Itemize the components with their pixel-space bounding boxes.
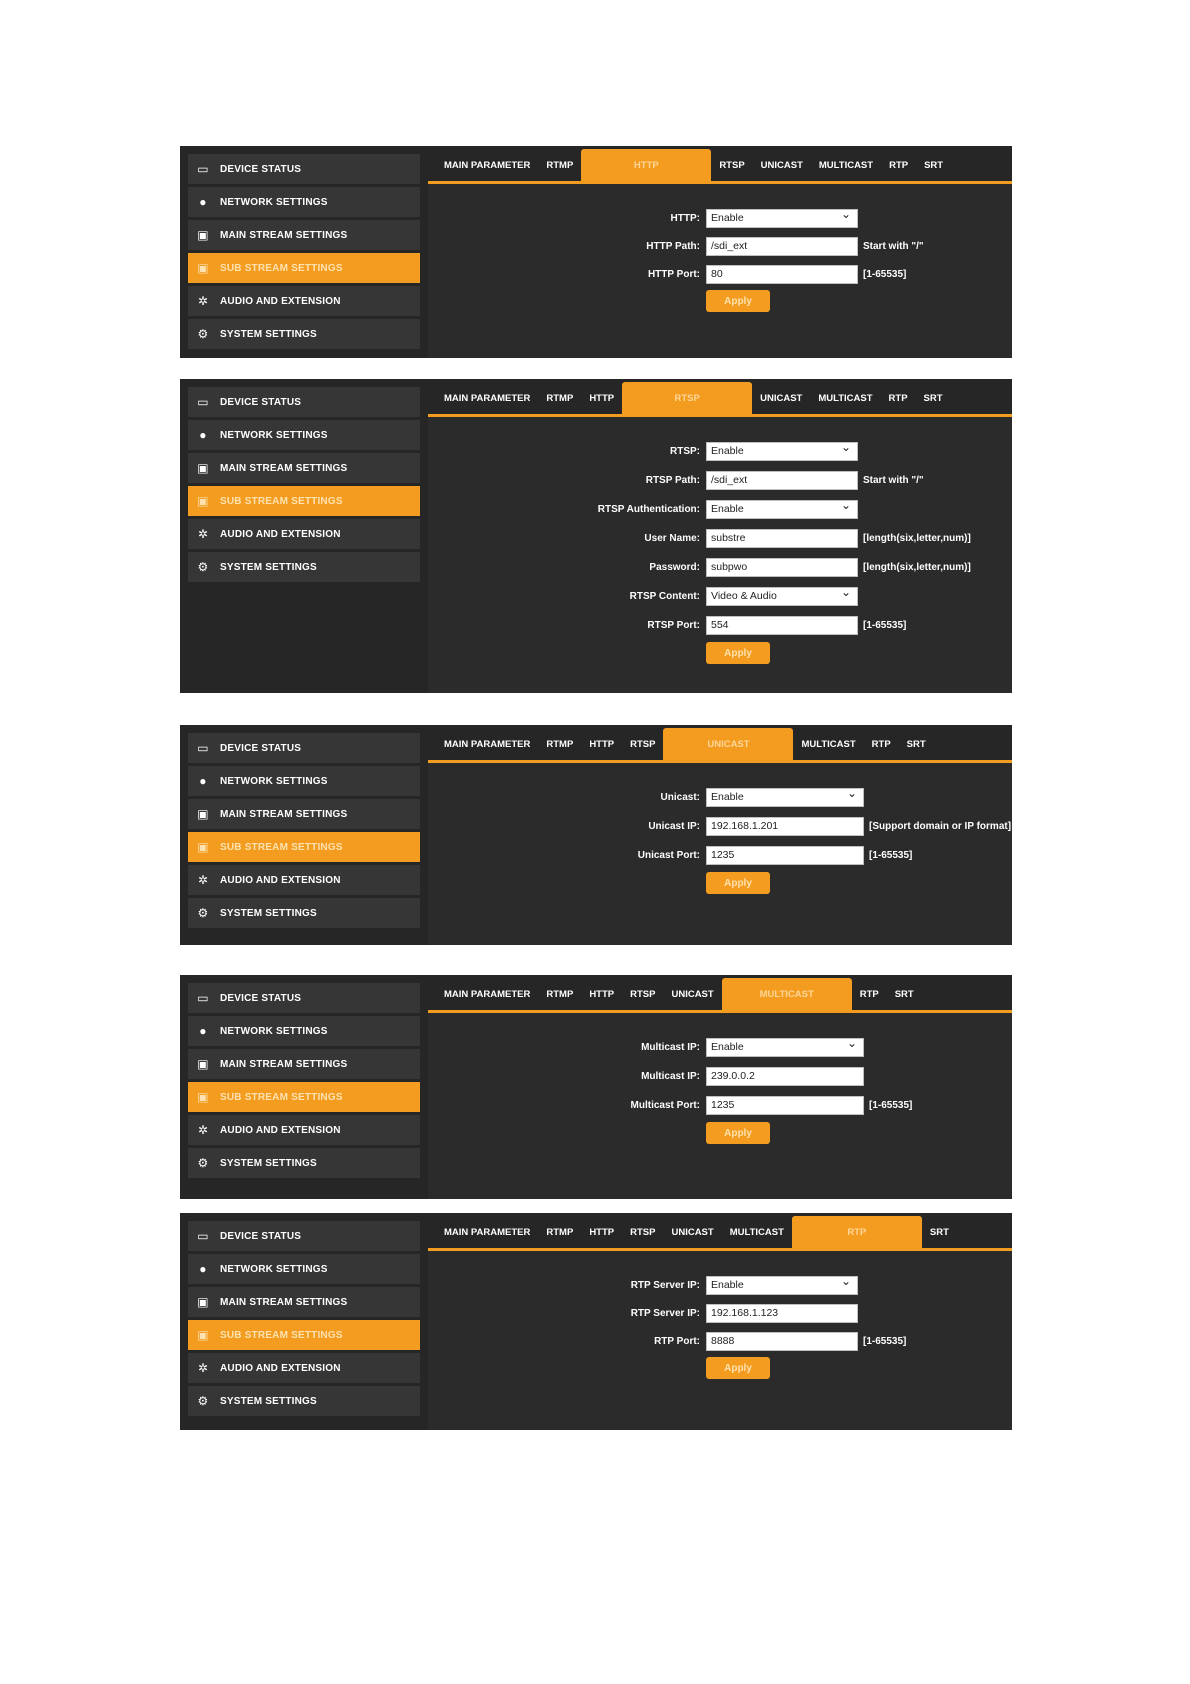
audio-gear-icon: ✲ [197,294,209,308]
form-row [428,236,1012,256]
image-icon: ▣ [197,1057,209,1071]
form-row [428,264,1012,284]
form-row [428,441,1012,461]
select-field[interactable]: Enable ⌄ [706,788,864,807]
field-label: RTP Server IP: [630,1279,700,1291]
globe-icon: ● [199,774,207,788]
field-hint: [1-65535] [863,268,907,280]
field-label: RTSP Authentication: [597,503,700,515]
tab-unicast[interactable]: UNICAST [671,988,714,1000]
field-label: HTTP Port: [647,268,700,280]
sidebar-item-audio-and-extension[interactable] [188,519,420,549]
sidebar-item-label: AUDIO AND EXTENSION [220,1362,341,1374]
audio-gear-icon: ✲ [197,1123,209,1137]
sidebar-item-label: SUB STREAM SETTINGS [220,262,343,274]
sidebar-item-system-settings[interactable] [188,1148,420,1178]
sidebar-item-label: DEVICE STATUS [220,992,302,1004]
sidebar [180,725,420,945]
field-label: Multicast IP: [641,1070,700,1082]
sidebar-item-label: MAIN STREAM SETTINGS [220,1058,348,1070]
sidebar-item-label: SYSTEM SETTINGS [220,328,317,340]
sidebar-item-label: AUDIO AND EXTENSION [220,295,341,307]
sidebar-item-label: SUB STREAM SETTINGS [220,1329,343,1341]
tab-main-parameter[interactable]: MAIN PARAMETER [444,1226,531,1238]
tab-rtsp[interactable]: RTSP [719,159,745,171]
tab-rtsp[interactable]: RTSP [622,382,752,414]
form-row [428,1303,1012,1323]
globe-icon: ● [199,428,207,442]
tab-srt[interactable]: SRT [924,159,944,171]
sidebar-item-sub-stream-settings[interactable] [188,832,420,862]
sidebar-item-main-stream-settings[interactable] [188,1287,420,1317]
text-field[interactable]: /sdi_ext [706,471,858,490]
sidebar-item-network-settings[interactable] [188,1016,420,1046]
monitor-icon: ▭ [197,991,209,1005]
field-label: Unicast: [660,791,700,803]
field-label: HTTP Path: [646,240,700,252]
field-label: HTTP: [670,212,700,224]
sidebar-item-network-settings[interactable] [188,420,420,450]
monitor-icon: ▭ [197,741,209,755]
tab-unicast[interactable]: UNICAST [760,159,803,171]
monitor-icon: ▭ [197,395,209,409]
field-hint: Start with "/" [863,240,924,252]
globe-icon: ● [199,195,207,209]
sidebar-item-main-stream-settings[interactable] [188,1049,420,1079]
form-row [428,1331,1012,1351]
select-field[interactable]: Enable ⌄ [706,1276,858,1295]
tab-rtp[interactable]: RTP [792,1216,922,1248]
settings-main [428,975,1012,1199]
apply-button[interactable]: Apply [706,1122,770,1144]
field-hint: [Support domain or IP format] [869,820,1012,832]
sidebar-item-label: MAIN STREAM SETTINGS [220,1296,348,1308]
tab-rtp[interactable]: RTP [859,988,879,1000]
sidebar-item-main-stream-settings[interactable] [188,799,420,829]
sidebar-item-label: NETWORK SETTINGS [220,775,328,787]
image-icon: ▣ [197,840,209,854]
text-field[interactable]: 1235 [706,1096,864,1115]
gear-icon: ⚙ [197,327,209,341]
gear-icon: ⚙ [197,1394,209,1408]
sidebar-item-label: SYSTEM SETTINGS [220,1157,317,1169]
sidebar-item-network-settings[interactable] [188,1254,420,1284]
tab-unicast[interactable]: UNICAST [760,392,803,404]
gear-icon: ⚙ [197,906,209,920]
form-row [428,470,1012,490]
image-icon: ▣ [197,1328,209,1342]
sidebar-item-system-settings[interactable] [188,319,420,349]
tab-multicast[interactable]: MULTICAST [729,1226,784,1238]
form-row [428,528,1012,548]
settings-main [428,725,1012,945]
tab-multicast[interactable]: MULTICAST [818,392,873,404]
text-field[interactable]: 192.168.1.201 [706,817,864,836]
gear-icon: ⚙ [197,560,209,574]
sidebar-item-main-stream-settings[interactable] [188,220,420,250]
tab-http[interactable]: HTTP [589,1226,615,1238]
field-label: RTP Server IP: [630,1307,700,1319]
form-row [428,499,1012,519]
settings-panel [180,975,1012,1199]
sidebar-item-label: SYSTEM SETTINGS [220,907,317,919]
text-field[interactable]: /sdi_ext [706,237,858,256]
form-row [428,615,1012,635]
sidebar-item-label: SYSTEM SETTINGS [220,561,317,573]
sidebar-item-audio-and-extension[interactable] [188,865,420,895]
text-field[interactable]: 239.0.0.2 [706,1067,864,1086]
tab-main-parameter[interactable]: MAIN PARAMETER [444,988,531,1000]
tab-rtmp[interactable]: RTMP [546,738,574,750]
monitor-icon: ▭ [197,162,209,176]
tab-main-parameter[interactable]: MAIN PARAMETER [444,159,531,171]
tab-unicast[interactable]: UNICAST [671,1226,714,1238]
tab-bar [428,725,1012,763]
sidebar-item-system-settings[interactable] [188,898,420,928]
tab-bar [428,1213,1012,1251]
field-label: User Name: [644,532,700,544]
tab-rtp[interactable]: RTP [888,392,908,404]
sidebar-item-label: DEVICE STATUS [220,163,302,175]
sidebar-item-audio-and-extension[interactable] [188,286,420,316]
field-hint: [1-65535] [869,849,913,861]
form-row [428,1095,1012,1115]
text-field[interactable]: substre [706,529,858,548]
sidebar-item-label: NETWORK SETTINGS [220,1263,328,1275]
text-field[interactable]: 80 [706,265,858,284]
tab-rtmp[interactable]: RTMP [546,988,574,1000]
form-row [428,816,1012,836]
field-label: Multicast Port: [630,1099,700,1111]
sidebar-item-label: MAIN STREAM SETTINGS [220,229,348,241]
monitor-icon: ▭ [197,1229,209,1243]
field-hint: [length(six,letter,num)] [863,561,971,573]
field-hint: [1-65535] [869,1099,913,1111]
tab-rtmp[interactable]: RTMP [546,159,574,171]
globe-icon: ● [199,1262,207,1276]
image-icon: ▣ [197,461,209,475]
tab-unicast[interactable]: UNICAST [663,728,793,760]
select-field[interactable]: Enable ⌄ [706,500,858,519]
tab-multicast[interactable]: MULTICAST [818,159,874,171]
settings-panel [180,1213,1012,1430]
tab-rtp[interactable]: RTP [871,738,891,750]
settings-panel [180,146,1012,358]
image-icon: ▣ [197,228,209,242]
apply-button[interactable]: Apply [706,872,770,894]
sidebar-item-sub-stream-settings[interactable] [188,486,420,516]
sidebar-item-label: MAIN STREAM SETTINGS [220,808,348,820]
field-label: Multicast IP: [641,1041,700,1053]
tab-rtsp[interactable]: RTSP [630,738,656,750]
sidebar-item-label: AUDIO AND EXTENSION [220,1124,341,1136]
sidebar-item-device-status[interactable] [188,387,420,417]
tab-rtsp[interactable]: RTSP [630,1226,656,1238]
sidebar-item-device-status[interactable] [188,1221,420,1251]
settings-main [428,1213,1012,1430]
field-label: Unicast Port: [637,849,700,861]
tab-http[interactable]: HTTP [589,738,615,750]
gear-icon: ⚙ [197,1156,209,1170]
form-row [428,208,1012,228]
sidebar [180,379,420,693]
form-row [428,557,1012,577]
tab-rtsp[interactable]: RTSP [630,988,656,1000]
field-hint: [1-65535] [863,1335,907,1347]
sidebar-item-device-status[interactable] [188,733,420,763]
tab-rtmp[interactable]: RTMP [546,1226,574,1238]
tab-rtmp[interactable]: RTMP [546,392,574,404]
select-field[interactable]: Enable ⌄ [706,209,858,228]
text-field[interactable]: 8888 [706,1332,858,1351]
audio-gear-icon: ✲ [197,873,209,887]
sidebar-item-label: DEVICE STATUS [220,1230,302,1242]
sidebar-item-label: SUB STREAM SETTINGS [220,495,343,507]
sidebar-item-sub-stream-settings[interactable] [188,253,420,283]
field-label: RTSP Path: [645,474,700,486]
sidebar-item-main-stream-settings[interactable] [188,453,420,483]
image-icon: ▣ [197,807,209,821]
sidebar-item-network-settings[interactable] [188,187,420,217]
form-row [428,1037,1012,1057]
sidebar-item-system-settings[interactable] [188,1386,420,1416]
sidebar [180,146,420,358]
settings-panel [180,379,1012,693]
sidebar-item-device-status[interactable] [188,154,420,184]
field-label: RTSP: [670,445,700,457]
text-field[interactable]: 554 [706,616,858,635]
sidebar-item-label: MAIN STREAM SETTINGS [220,462,348,474]
tab-srt[interactable]: SRT [906,738,926,750]
apply-button[interactable]: Apply [706,642,770,664]
tab-multicast[interactable]: MULTICAST [801,738,856,750]
sidebar [180,1213,420,1430]
tab-srt[interactable]: SRT [929,1226,949,1238]
audio-gear-icon: ✲ [197,527,209,541]
sidebar-item-label: SUB STREAM SETTINGS [220,841,343,853]
sidebar-item-label: DEVICE STATUS [220,396,302,408]
select-field[interactable]: Enable ⌄ [706,1038,864,1057]
form-row [428,1275,1012,1295]
settings-panel [180,725,1012,945]
apply-button[interactable]: Apply [706,290,770,312]
settings-main [428,379,1012,693]
sidebar-item-network-settings[interactable] [188,766,420,796]
audio-gear-icon: ✲ [197,1361,209,1375]
select-field[interactable]: Video & Audio ⌄ [706,587,858,606]
tab-main-parameter[interactable]: MAIN PARAMETER [444,392,531,404]
sidebar-item-label: NETWORK SETTINGS [220,196,328,208]
tab-srt[interactable]: SRT [894,988,914,1000]
image-icon: ▣ [197,1295,209,1309]
sidebar-item-label: SUB STREAM SETTINGS [220,1091,343,1103]
tab-srt[interactable]: SRT [923,392,943,404]
sidebar-item-label: AUDIO AND EXTENSION [220,528,341,540]
text-field[interactable]: 192.168.1.123 [706,1304,858,1323]
field-label: RTSP Port: [647,619,700,631]
form-row [428,1066,1012,1086]
sidebar-item-label: DEVICE STATUS [220,742,302,754]
sidebar-item-sub-stream-settings[interactable] [188,1082,420,1112]
form-row [428,845,1012,865]
field-hint: [length(six,letter,num)] [863,532,971,544]
image-icon: ▣ [197,261,209,275]
form-row [428,787,1012,807]
image-icon: ▣ [197,494,209,508]
field-label: RTP Port: [654,1335,700,1347]
image-icon: ▣ [197,1090,209,1104]
tab-rtp[interactable]: RTP [889,159,909,171]
sidebar-item-label: NETWORK SETTINGS [220,1025,328,1037]
text-field[interactable]: subpwo [706,558,858,577]
select-field[interactable]: Enable ⌄ [706,442,858,461]
sidebar-item-device-status[interactable] [188,983,420,1013]
globe-icon: ● [199,1024,207,1038]
tab-http[interactable]: HTTP [589,392,615,404]
sidebar-item-label: NETWORK SETTINGS [220,429,328,441]
tab-main-parameter[interactable]: MAIN PARAMETER [444,738,531,750]
field-label: Unicast IP: [648,820,700,832]
tab-bar [428,379,1012,417]
field-label: RTSP Content: [629,590,700,602]
settings-main [428,146,1012,358]
tab-bar [428,975,1012,1013]
sidebar [180,975,420,1199]
field-hint: [1-65535] [863,619,907,631]
sidebar-item-audio-and-extension[interactable] [188,1353,420,1383]
sidebar-item-system-settings[interactable] [188,552,420,582]
sidebar-item-label: SYSTEM SETTINGS [220,1395,317,1407]
form-row [428,586,1012,606]
field-label: Password: [649,561,700,573]
tab-bar [428,146,1012,184]
field-hint: Start with "/" [863,474,924,486]
sidebar-item-audio-and-extension[interactable] [188,1115,420,1145]
tab-multicast[interactable]: MULTICAST [722,978,852,1010]
tab-http[interactable]: HTTP [581,149,711,181]
sidebar-item-sub-stream-settings[interactable] [188,1320,420,1350]
text-field[interactable]: 1235 [706,846,864,865]
apply-button[interactable]: Apply [706,1357,770,1379]
sidebar-item-label: AUDIO AND EXTENSION [220,874,341,886]
tab-http[interactable]: HTTP [589,988,615,1000]
